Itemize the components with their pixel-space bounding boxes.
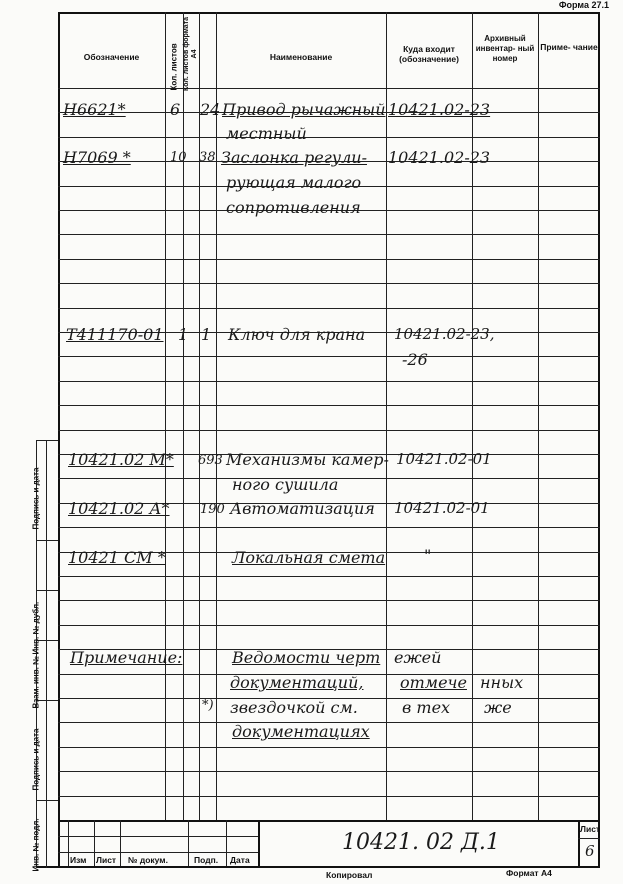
row-name-13: документаций, <box>230 673 364 692</box>
row-where-7: -26 <box>402 350 428 369</box>
row-rule-20 <box>58 576 600 577</box>
header-archive-number: Архивный инвентар- ный номер <box>475 34 535 63</box>
header-designation: Обозначение <box>83 52 140 62</box>
stamp-col-date: Дата <box>230 855 250 865</box>
row-a4-3: 38 <box>199 150 216 165</box>
row-rule-18 <box>58 527 600 528</box>
row-name-4: рующая малого <box>226 173 362 192</box>
header-sheets-a4: Кол. листов формата А4 <box>183 17 198 92</box>
row-where-10: 10421.02-01 <box>394 499 490 517</box>
row-archive-13: нных <box>480 673 524 692</box>
row-rule-21 <box>58 600 600 601</box>
row-name-11: Локальная смета <box>232 548 386 567</box>
header-bottom-line <box>58 88 600 89</box>
header-where-used: Куда входит (обозначение) <box>399 44 459 64</box>
row-designation-11: 10421 СМ * <box>68 548 166 567</box>
stamp-sheet-number: 6 <box>585 842 595 860</box>
row-designation-8: 10421.02 М* <box>68 450 174 469</box>
row-designation-1: Н6621* <box>63 100 126 119</box>
stamp-col-izm: Изм <box>70 855 87 865</box>
row-name-9: ного сушила <box>232 475 339 494</box>
row-designation-6: Т411170-01 <box>66 325 164 344</box>
row-rule-9 <box>58 308 600 309</box>
side-label-sign-date-1: Подпись и дата <box>31 728 41 791</box>
row-where-14: в тех <box>402 698 451 717</box>
row-rule-13 <box>58 405 600 406</box>
row-rule-27 <box>58 747 600 748</box>
stamp-sheet-label: Лист <box>580 824 601 834</box>
stamp-col-doc: № докум. <box>128 855 168 865</box>
row-where-6: 10421.02-23, <box>394 325 495 343</box>
row-where-12: ежей <box>394 648 442 667</box>
side-strip-mid <box>46 440 47 868</box>
frame-right <box>598 12 600 868</box>
form-label: Форма 27.1 <box>558 0 609 10</box>
row-name-2: местный <box>226 124 307 143</box>
stamp-col-list: Лист <box>96 855 117 865</box>
row-name-10: Автоматизация <box>230 499 375 518</box>
row-where-3: 10421.02-23 <box>388 148 491 167</box>
row-rule-28 <box>58 771 600 772</box>
row-name-12: Ведомости черт <box>232 648 381 667</box>
row-name-6: Ключ для крана <box>228 325 366 344</box>
row-name-3: Заслонка регули- <box>221 148 367 167</box>
row-archive-14: же <box>484 698 512 717</box>
row-rule-22 <box>58 625 600 626</box>
row-name-8: Механизмы камер- <box>226 450 389 469</box>
frame-left <box>58 12 60 868</box>
row-rule-11 <box>58 356 600 357</box>
header-note: Приме- чание <box>540 42 598 52</box>
row-a4-10: 190 <box>200 502 225 517</box>
row-designation-12: Примечание: <box>70 648 183 667</box>
row-rule-2 <box>58 137 600 138</box>
row-a4-6: 1 <box>201 325 212 344</box>
row-sheets-3: 10 <box>170 150 187 165</box>
row-a4-1: 24 <box>200 100 221 119</box>
row-rule-14 <box>58 430 600 431</box>
row-a4-14: *) <box>202 698 214 713</box>
row-name-5: сопротивления <box>226 198 361 217</box>
row-where-1: 10421.02-23 <box>388 100 491 119</box>
row-rule-12 <box>58 381 600 382</box>
row-where-13: отмече <box>400 673 467 692</box>
side-label-replace-inv: Взам. инв. № <box>31 656 41 709</box>
side-label-sign-date-2: Подпись и дата <box>31 467 41 530</box>
header-sheets-count: Кол. листов <box>169 43 179 91</box>
row-where-11: " <box>424 546 432 565</box>
row-a4-8: 693 <box>198 453 223 468</box>
row-rule-7 <box>58 259 600 260</box>
row-sheets-1: 6 <box>170 100 181 119</box>
row-rule-6 <box>58 234 600 235</box>
row-name-1: Привод рычажный <box>222 100 386 119</box>
side-label-inv-orig: Инв. № подл. <box>31 818 41 872</box>
side-label-dup-inv: Инв. № дубл. <box>31 601 41 655</box>
row-name-15: документациях <box>232 722 370 741</box>
row-designation-3: Н7069 * <box>63 148 131 167</box>
header-name: Наименование <box>269 52 333 62</box>
footer-format: Формат А4 <box>506 868 552 878</box>
row-designation-10: 10421.02 А* <box>68 499 170 518</box>
row-name-14: звездочкой см. <box>230 698 358 717</box>
stamp-top <box>58 820 600 822</box>
row-rule-29 <box>58 796 600 797</box>
stamp-doc-code: 10421. 02 Д.1 <box>342 830 500 855</box>
stamp-col-sign: Подп. <box>194 855 219 865</box>
row-where-8: 10421.02-01 <box>396 450 492 468</box>
frame-top <box>58 12 600 14</box>
row-sheets-6: 1 <box>178 325 189 344</box>
footer-copied: Копировал <box>326 870 373 880</box>
row-rule-8 <box>58 283 600 284</box>
